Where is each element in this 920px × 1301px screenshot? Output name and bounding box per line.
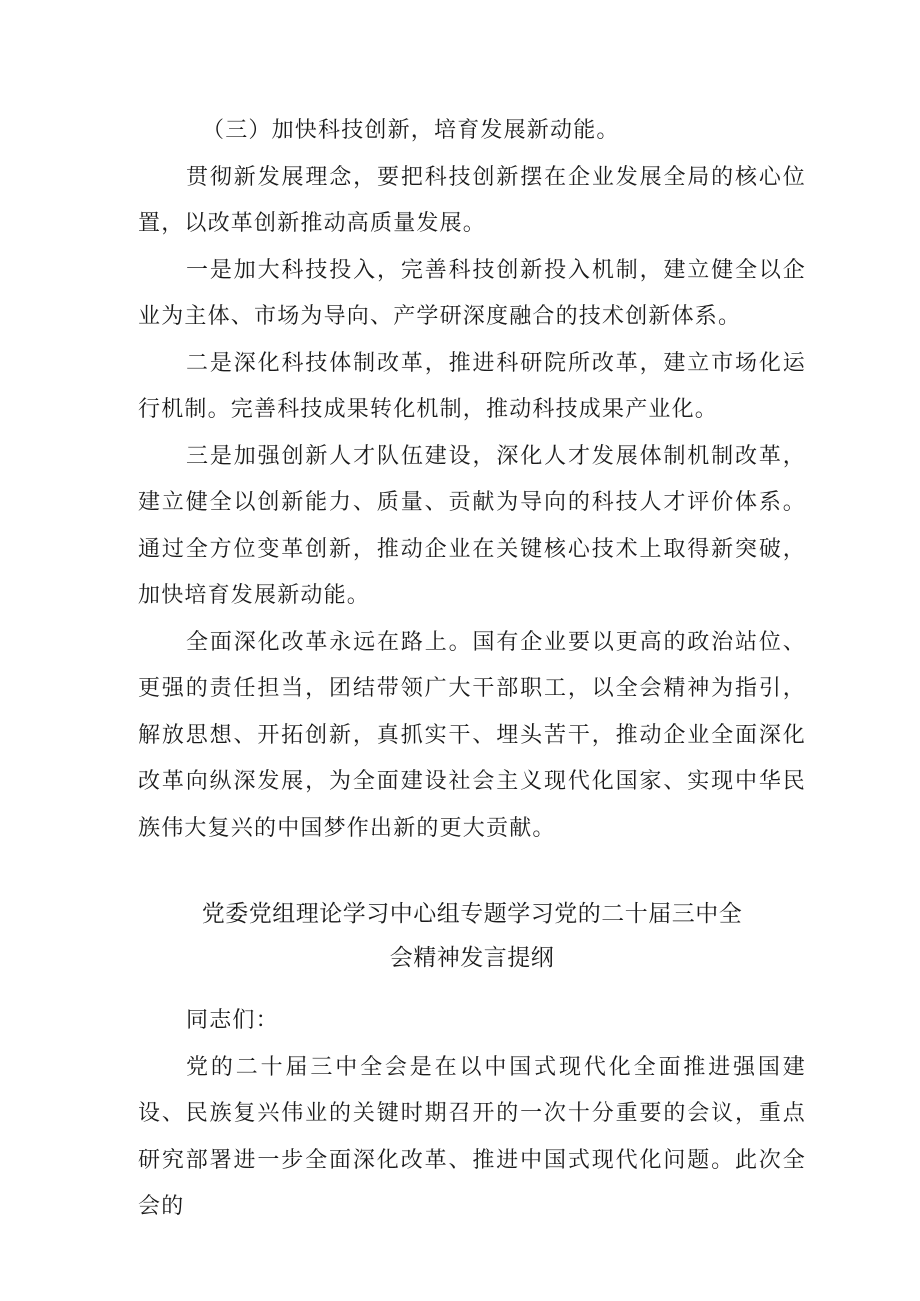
salutation: 同志们： [186, 1008, 279, 1033]
document-title: 党委党组理论学习中心组专题学习党的二十届三中全会精神发言提纲 [201, 901, 743, 971]
paragraph-point-one: 一是加大科技投入，完善科技创新投入机制，建立健全以企业为主体、市场为导向、产学研深度融合的技术创新体系。 [138, 257, 806, 329]
title-spacer [138, 980, 806, 998]
document-body [138, 108, 806, 1231]
paragraph-opening: 党的二十届三中全会是在以中国式现代化全面推进强国建设、民族复兴伟业的关键时期召开的一次十分重要的会议，重点研究部署进一步全面深化改革、推进中国式现代化问题。此次全会的 [138, 1054, 806, 1219]
section-spacer [138, 852, 806, 892]
paragraph-point-two: 二是深化科技体制改革，推进科研院所改革，建立市场化运行机制。完善科技成果转化机制，推动科技成果产业化。 [138, 350, 806, 422]
paragraph-point-three: 三是加强创新人才队伍建设，深化人才发展体制机制改革，建立健全以创新能力、质量、贡献为导向的科技人才评价体系。通过全方位变革创新，推动企业在关键核心技术上取得新突破，加快培育发展新动能。 [138, 443, 806, 608]
section-heading: （三）加快科技创新，培育发展新动能。 [202, 118, 620, 143]
paragraph-core-position: 贯彻新发展理念，要把科技创新摆在企业发展全局的核心位置，以改革创新推动高质量发展。 [138, 164, 806, 236]
paragraph-conclusion: 全面深化改革永远在路上。国有企业要以更高的政治站位、更强的责任担当，团结带领广大干部职工，以全会精神为指引，解放思想、开拓创新，真抓实干、埋头苦干，推动企业全面深化改革向纵深发展，为全面建设社会主义现代化国家、实现中华民族伟大复兴的中国梦作出新的更大贡献。 [138, 629, 806, 841]
